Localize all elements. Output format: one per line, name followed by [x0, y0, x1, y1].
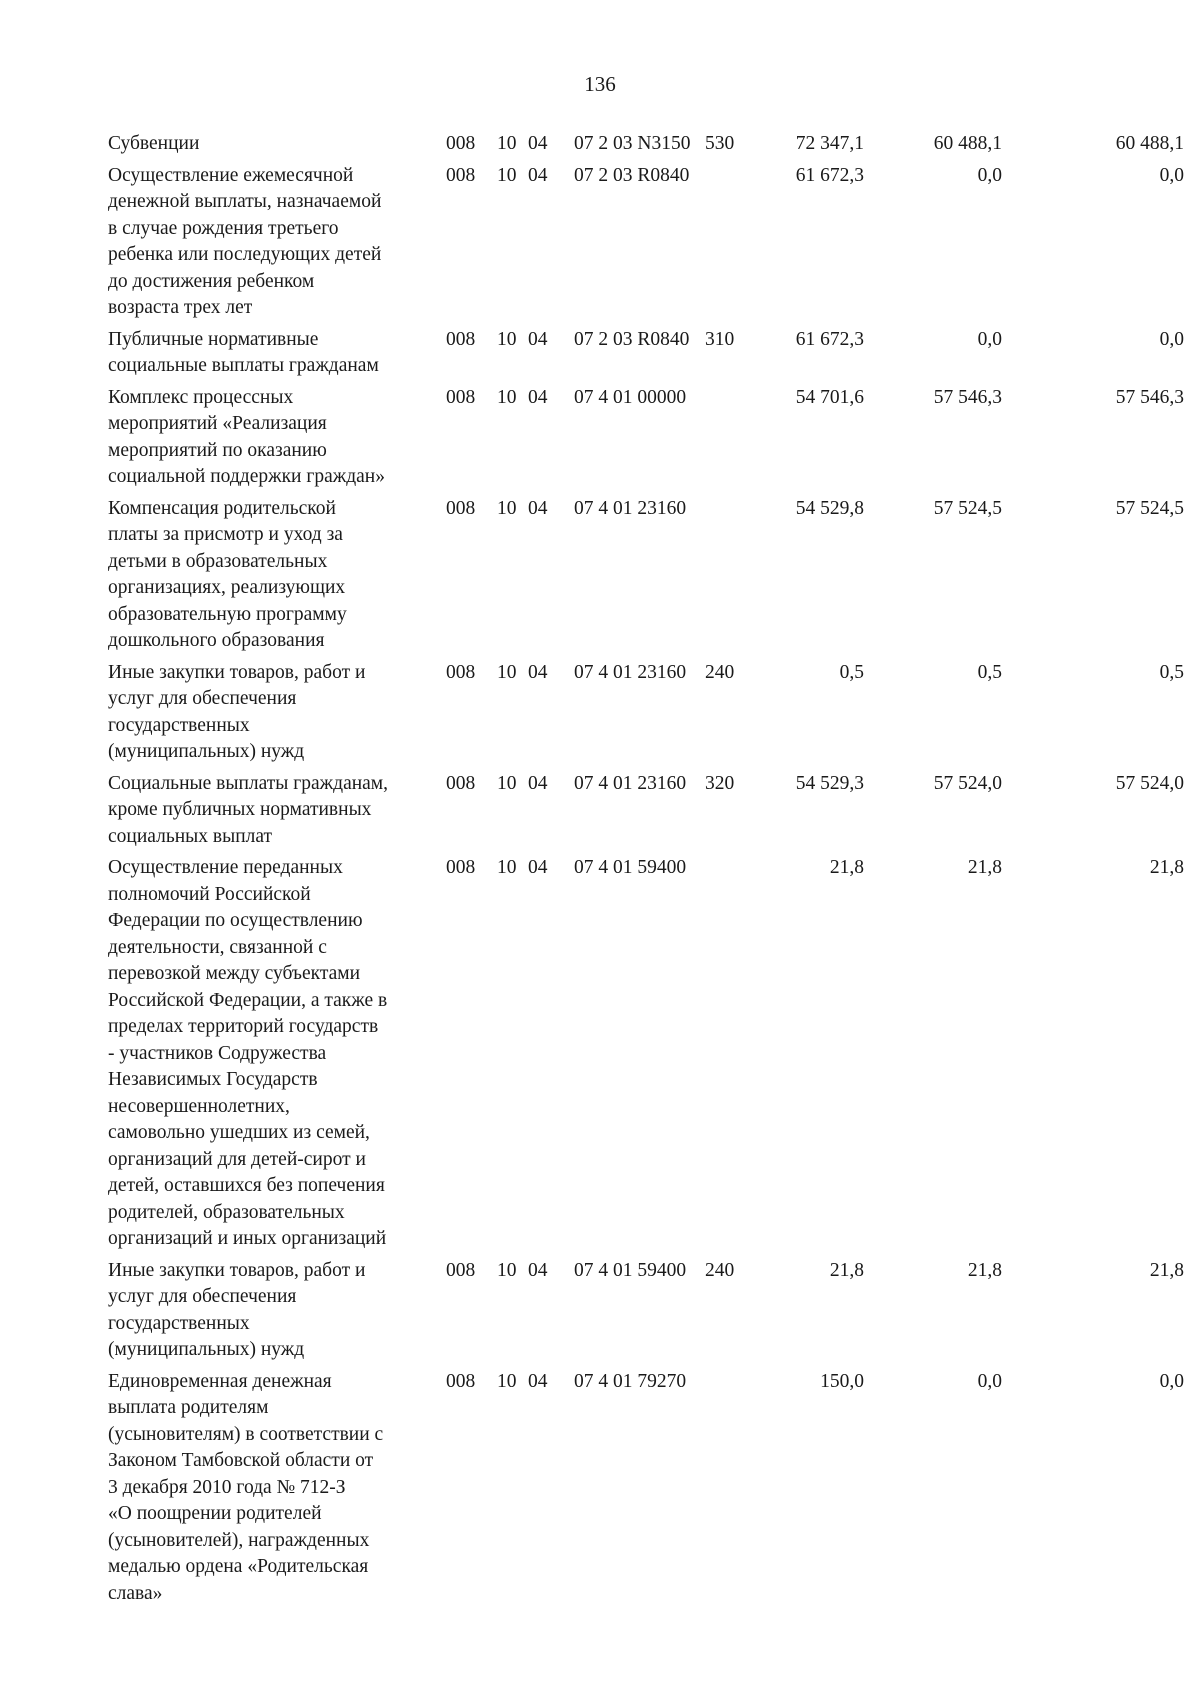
row-description: Компенсация родительской платы за присмотр и уход за детьми в образовательных организациях, реализующих образовательную программу дошкольного образования [108, 497, 347, 651]
row-description: Комплекс процессных мероприятий «Реализация мероприятий по оказанию социальной поддержки граждан» [108, 386, 385, 487]
amount-year-2: 57 546,3 [933, 386, 1002, 408]
amount-year-2: 0,0 [977, 1370, 1002, 1392]
ministry-code: 008 [446, 661, 476, 683]
subsection-code: 04 [528, 1370, 548, 1392]
amount-year-3: 0,0 [1159, 164, 1184, 186]
expense-type-code: 240 [705, 1259, 735, 1281]
amount-year-3: 21,8 [1149, 857, 1184, 878]
amount-year-3: 57 546,3 [1115, 386, 1184, 408]
expense-type-code: 240 [705, 661, 735, 683]
row-description: Осуществление ежемесячной денежной выплаты, назначаемой в случае рождения третьего ребенка или последующих детей до достижения ребенком возраста трех лет [108, 164, 382, 318]
page-number: 136 [584, 72, 616, 96]
target-article-code: 07 4 01 23160 [574, 772, 687, 794]
table-row [108, 322, 1184, 380]
amount-year-2: 0,5 [977, 661, 1002, 683]
row-description: Иные закупки товаров, работ и услуг для обеспечения государственных (муниципальных) нужд [108, 1259, 366, 1360]
subsection-code: 04 [528, 1259, 548, 1281]
amount-year-1: 0,5 [839, 661, 864, 683]
amount-year-1: 61 672,3 [795, 328, 864, 350]
subsection-code: 04 [528, 772, 548, 794]
target-article-code: 07 4 01 23160 [574, 661, 687, 683]
target-article-code: 07 2 03 N3150 [574, 133, 691, 154]
subsection-code: 04 [528, 386, 548, 408]
subsection-code: 04 [528, 857, 548, 878]
section-code: 10 [497, 661, 517, 683]
amount-year-1: 21,8 [829, 857, 864, 878]
row-description: Субвенции [108, 133, 200, 154]
table-row [108, 1364, 1184, 1608]
section-code: 10 [497, 133, 517, 154]
ministry-code: 008 [446, 857, 476, 878]
amount-year-1: 21,8 [829, 1259, 864, 1281]
amount-year-3: 57 524,0 [1115, 772, 1184, 794]
amount-year-2: 60 488,1 [933, 133, 1002, 154]
amount-year-1: 54 529,8 [795, 497, 864, 519]
expense-type-code: 310 [705, 328, 735, 350]
target-article-code: 07 2 03 R0840 [574, 328, 690, 350]
row-description: Иные закупки товаров, работ и услуг для обеспечения государственных (муниципальных) нужд [108, 661, 366, 762]
amount-year-3: 60 488,1 [1115, 133, 1184, 154]
section-code: 10 [497, 386, 517, 408]
expense-type-code: 320 [705, 772, 735, 794]
amount-year-2: 0,0 [977, 328, 1002, 350]
table-row [108, 126, 1184, 158]
target-article-code: 07 4 01 23160 [574, 497, 687, 519]
subsection-code: 04 [528, 497, 548, 519]
amount-year-1: 54 701,6 [795, 386, 864, 408]
amount-year-3: 21,8 [1149, 1259, 1184, 1281]
amount-year-1: 61 672,3 [795, 164, 864, 186]
target-article-code: 07 2 03 R0840 [574, 164, 690, 186]
subsection-code: 04 [528, 328, 548, 350]
subsection-code: 04 [528, 164, 548, 186]
table-row [108, 655, 1184, 766]
amount-year-3: 0,5 [1159, 661, 1184, 683]
ministry-code: 008 [446, 328, 476, 350]
section-code: 10 [497, 164, 517, 186]
table-row [108, 491, 1184, 655]
section-code: 10 [497, 1259, 517, 1281]
ministry-code: 008 [446, 497, 476, 519]
amount-year-2: 0,0 [977, 164, 1002, 186]
table-row [108, 850, 1184, 1253]
amount-year-2: 57 524,0 [933, 772, 1002, 794]
amount-year-3: 0,0 [1159, 1370, 1184, 1392]
ministry-code: 008 [446, 772, 476, 794]
amount-year-3: 57 524,5 [1115, 497, 1184, 519]
table-row [108, 158, 1184, 322]
expense-type-code: 530 [705, 133, 735, 154]
target-article-code: 07 4 01 79270 [574, 1370, 687, 1392]
section-code: 10 [497, 328, 517, 350]
ministry-code: 008 [446, 386, 476, 408]
row-description: Публичные нормативные социальные выплаты гражданам [108, 328, 379, 376]
row-description: Единовременная денежная выплата родителям (усыновителям) в соответствии с Законом Тамбовской области от 3 декабря 2010 года № 712-З «О поощрении родителей (усыновителей), награжденных медалью ордена «Родительская слава» [108, 1370, 384, 1604]
amount-year-3: 0,0 [1159, 328, 1184, 350]
amount-year-2: 21,8 [967, 1259, 1002, 1281]
ministry-code: 008 [446, 1370, 476, 1392]
ministry-code: 008 [446, 1259, 476, 1281]
target-article-code: 07 4 01 00000 [574, 386, 687, 408]
target-article-code: 07 4 01 59400 [574, 1259, 687, 1281]
section-code: 10 [497, 857, 517, 878]
section-code: 10 [497, 1370, 517, 1392]
row-description: Осуществление переданных полномочий Российской Федерации по осуществлению деятельности, связанной с перевозкой между субъектами Российской Федерации, а также в пределах территорий государств - участников Содружества Независимых Государств несовершеннолетних, самовольно ушедших из семей, организаций для детей-сирот и детей, оставшихся без попечения родителей, образовательных организаций и иных организаций [108, 857, 388, 1249]
ministry-code: 008 [446, 164, 476, 186]
table-row [108, 380, 1184, 491]
ministry-code: 008 [446, 133, 476, 154]
table-row [108, 766, 1184, 851]
amount-year-1: 54 529,3 [795, 772, 864, 794]
amount-year-1: 72 347,1 [795, 133, 864, 154]
amount-year-1: 150,0 [820, 1370, 864, 1392]
amount-year-2: 21,8 [967, 857, 1002, 878]
budget-table [108, 126, 1184, 1607]
amount-year-2: 57 524,5 [933, 497, 1002, 519]
subsection-code: 04 [528, 661, 548, 683]
section-code: 10 [497, 497, 517, 519]
subsection-code: 04 [528, 133, 548, 154]
row-description: Социальные выплаты гражданам, кроме публичных нормативных социальных выплат [108, 772, 389, 847]
section-code: 10 [497, 772, 517, 794]
table-row [108, 1253, 1184, 1364]
target-article-code: 07 4 01 59400 [574, 857, 687, 878]
